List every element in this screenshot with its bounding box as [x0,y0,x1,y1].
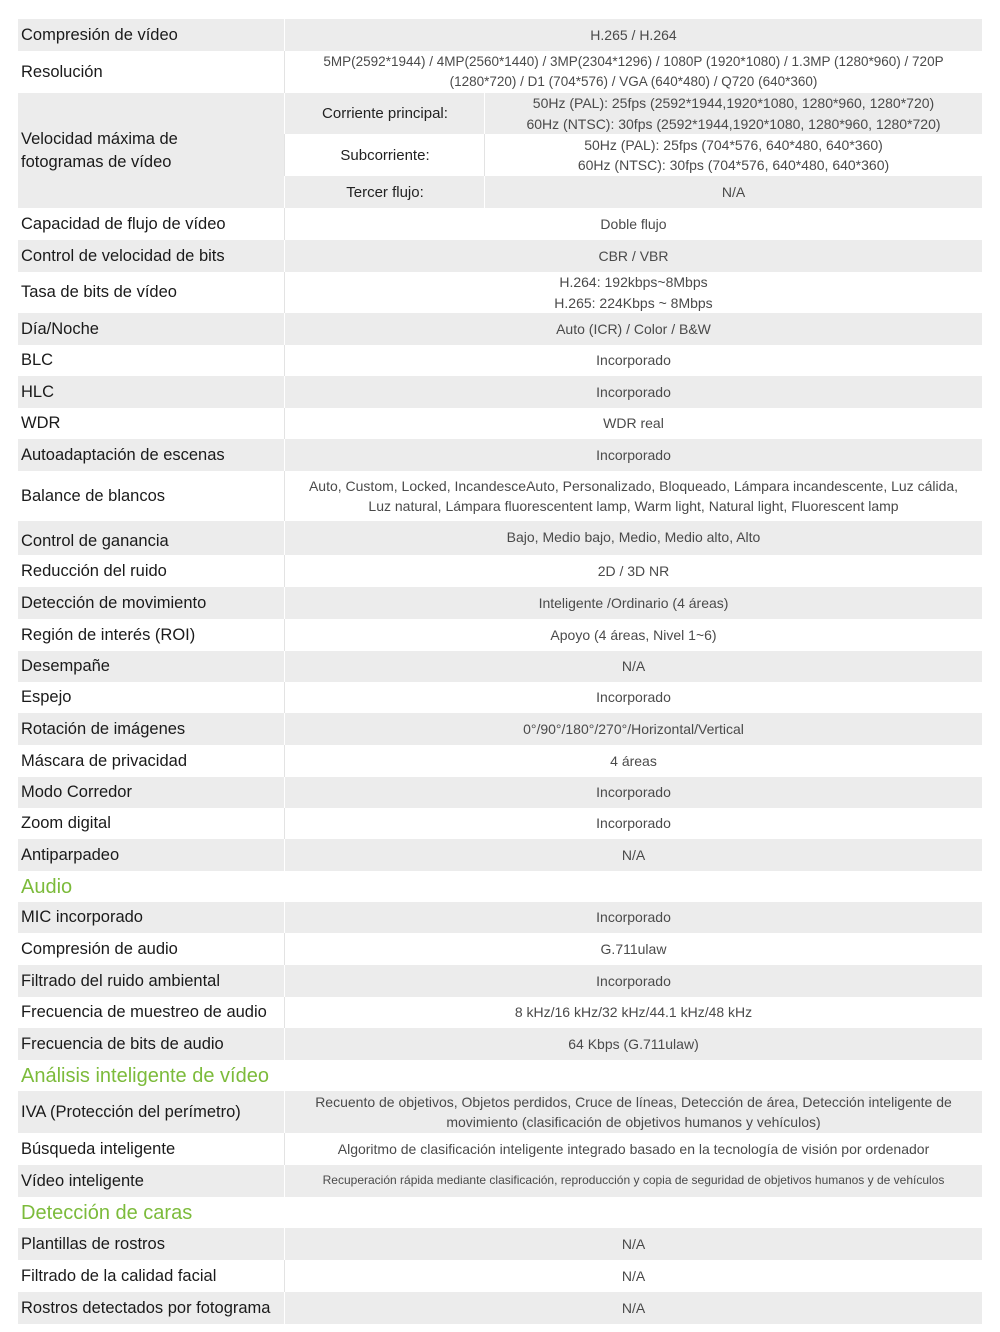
subrow-value [484,93,982,134]
spec-label: Autoadaptación de escenas [21,445,225,464]
spec-row-antiparpadeo [18,839,982,871]
spec-label: Modo Corredor [21,783,132,802]
spec-value: Incorporado [284,682,982,713]
value-line-ntsc: 60Hz (NTSC): 30fps (704*576, 640*480, 640*360) [577,157,890,173]
spec-label: Filtrado de la calidad facial [21,1266,217,1285]
spec-label: Zoom digital [21,814,111,833]
spec-label: Rostros detectados por fotograma [21,1298,271,1317]
spec-row-rotacion [18,713,982,745]
spec-row-deteccion-movimiento [18,587,982,619]
spec-value: Inteligente /Ordinario (4 áreas) [284,587,982,619]
subrow-label: Subcorriente: [284,134,485,176]
spec-value: Recuperación rápida mediante clasificación, reproducción y copia de seguridad de objetivos humanos y de vehículos [284,1165,982,1197]
spec-label: Búsqueda inteligente [21,1139,176,1158]
spec-value: 4 áreas [284,745,982,777]
subrow-label: Tercer flujo: [284,176,485,208]
spec-row-calidad-facial [18,1260,982,1292]
spec-label: Máscara de privacidad [21,751,187,770]
spec-label: Antiparpadeo [21,845,120,864]
spec-value: Auto (ICR) / Color / B&W [284,313,982,345]
spec-row-hlc [18,376,982,408]
spec-row-modo-corredor [18,777,982,808]
spec-row-espejo [18,682,982,713]
spec-value: N/A [284,651,982,682]
value-line-pal: 50Hz (PAL): 25fps (2592*1944,1920*1080, 1280*960, 1280*720) [532,95,935,112]
spec-value: G.711ulaw [284,933,982,965]
spec-label: MIC incorporado [21,908,143,927]
spec-label: Tasa de bits de vídeo [21,283,177,302]
spec-label: Control de velocidad de bits [21,246,225,265]
spec-value: Auto, Custom, Locked, IncandesceAuto, Personalizado, Bloqueado, Lámpara incandescente, Luz cálida, Luz natural, Lámpara fluorescentent lamp, Warm light, Natural light, Fluorescent lamp [284,471,982,521]
value-line-h265: H.265: 224Kbps ~ 8Mbps [554,294,713,311]
spec-label: Región de interés (ROI) [21,625,196,644]
spec-label: Filtrado del ruido ambiental [21,971,221,990]
spec-label: Desempañe [21,657,110,676]
value-line-pal: 50Hz (PAL): 25fps (704*576, 640*480, 640*360) [584,136,883,153]
spec-value: 8 kHz/16 kHz/32 kHz/44.1 kHz/48 kHz [284,997,982,1028]
subrow-value: N/A [484,176,982,208]
spec-row-iva [18,1091,982,1133]
spec-row-capacidad-flujo [18,208,982,240]
spec-row-wdr [18,408,982,439]
spec-row-rostros [18,1292,982,1324]
spec-value: 0°/90°/180°/270°/Horizontal/Vertical [284,713,982,745]
subrow-subcorriente [284,134,982,176]
spec-value: Incorporado [284,376,982,408]
spec-value: 64 Kbps (G.711ulaw) [284,1028,982,1060]
spec-row-busqueda [18,1133,982,1165]
value-line-ntsc: 60Hz (NTSC): 30fps (2592*1944,1920*1080, 1280*960, 1280*720) [526,115,941,132]
spec-label: Control de ganancia [21,531,169,550]
spec-value: Algoritmo de clasificación inteligente integrado basado en la tecnología de visión por ordenador [284,1133,982,1165]
spec-label: Capacidad de flujo de vídeo [21,214,226,233]
spec-row-video-inteligente [18,1165,982,1197]
subrow-tercer-flujo [284,176,982,208]
spec-value: N/A [284,839,982,871]
spec-label: Frecuencia de muestreo de audio [21,1003,267,1022]
spec-row-control-bits [18,240,982,272]
spec-value: Incorporado [284,902,982,933]
spec-label: IVA (Protección del perímetro) [21,1102,241,1121]
subrow-value [484,134,982,176]
spec-label: HLC [21,382,55,401]
spec-row-mic [18,902,982,933]
spec-row-desempane [18,651,982,682]
spec-value: N/A [284,1228,982,1260]
spec-value: Incorporado [284,345,982,376]
spec-label: Espejo [21,688,72,707]
spec-label: Balance de blancos [21,486,166,505]
spec-row-roi [18,619,982,651]
spec-label: Plantillas de rostros [21,1234,165,1253]
spec-label: BLC [21,351,54,370]
spec-label: Detección de movimiento [21,593,207,612]
spec-value: Incorporado [284,808,982,839]
spec-value: Recuento de objetivos, Objetos perdidos, Cruce de líneas, Detección de área, Detección inteligente de movimiento (clasificación de objetivos humanos y vehículos) [284,1091,982,1133]
spec-label: Compresión de vídeo [21,25,178,44]
spec-row-plantillas [18,1228,982,1260]
spec-label: WDR [21,414,61,433]
spec-row-compresion-audio [18,933,982,965]
section-title-audio: Audio [21,876,73,898]
spec-label: Resolución [21,62,103,81]
spec-label: Día/Noche [21,319,99,338]
spec-value: Bajo, Medio bajo, Medio, Medio alto, Alto [284,521,982,555]
subrow-corriente-principal [284,93,982,134]
spec-row-ganancia [18,521,982,555]
spec-row-filtrado-ruido [18,965,982,997]
spec-row-reduccion-ruido [18,555,982,587]
spec-label: Velocidad máxima de fotogramas de vídeo [21,130,178,171]
subrow-label: Corriente principal: [284,93,485,134]
section-title-analisis: Análisis inteligente de vídeo [21,1065,269,1087]
spec-label: Vídeo inteligente [21,1171,144,1190]
spec-label: Frecuencia de bits de audio [21,1034,224,1053]
spec-value: N/A [284,1260,982,1292]
spec-label: Compresión de audio [21,939,178,958]
spec-value [284,272,982,313]
spec-value: Incorporado [284,965,982,997]
spec-row-mascara [18,745,982,777]
spec-value: H.265 / H.264 [284,19,982,51]
spec-row-muestreo-audio [18,997,982,1028]
spec-row-balance-blancos [18,471,982,521]
spec-row-resolucion [18,51,982,93]
spec-row-compresion-video [18,19,982,51]
spec-value: CBR / VBR [284,240,982,272]
spec-value: Incorporado [284,439,982,471]
spec-value: 2D / 3D NR [284,555,982,587]
spec-value: Doble flujo [284,208,982,240]
spec-row-zoom-digital [18,808,982,839]
spec-row-autoadaptacion [18,439,982,471]
spec-value: 5MP(2592*1944) / 4MP(2560*1440) / 3MP(2304*1296) / 1080P (1920*1080) / 1.3MP (1280*960) / 720P (1280*720) / D1 (704*576) / VGA (640*480) / Q720 (640*360) [284,51,982,93]
spec-row-bits-audio [18,1028,982,1060]
value-line-h264: H.264: 192kbps~8Mbps [559,274,708,291]
spec-row-tasa-bits [18,272,982,313]
spec-value: Incorporado [284,777,982,808]
spec-label: Reducción del ruido [21,561,167,580]
spec-label: Rotación de imágenes [21,719,186,738]
spec-row-velocidad-fotogramas [18,93,982,208]
spec-row-dia-noche [18,313,982,345]
spec-value: WDR real [284,408,982,439]
spec-row-blc [18,345,982,376]
spec-value: N/A [284,1292,982,1324]
spec-value: Apoyo (4 áreas, Nivel 1~6) [284,619,982,651]
section-title-caras: Detección de caras [21,1202,193,1224]
